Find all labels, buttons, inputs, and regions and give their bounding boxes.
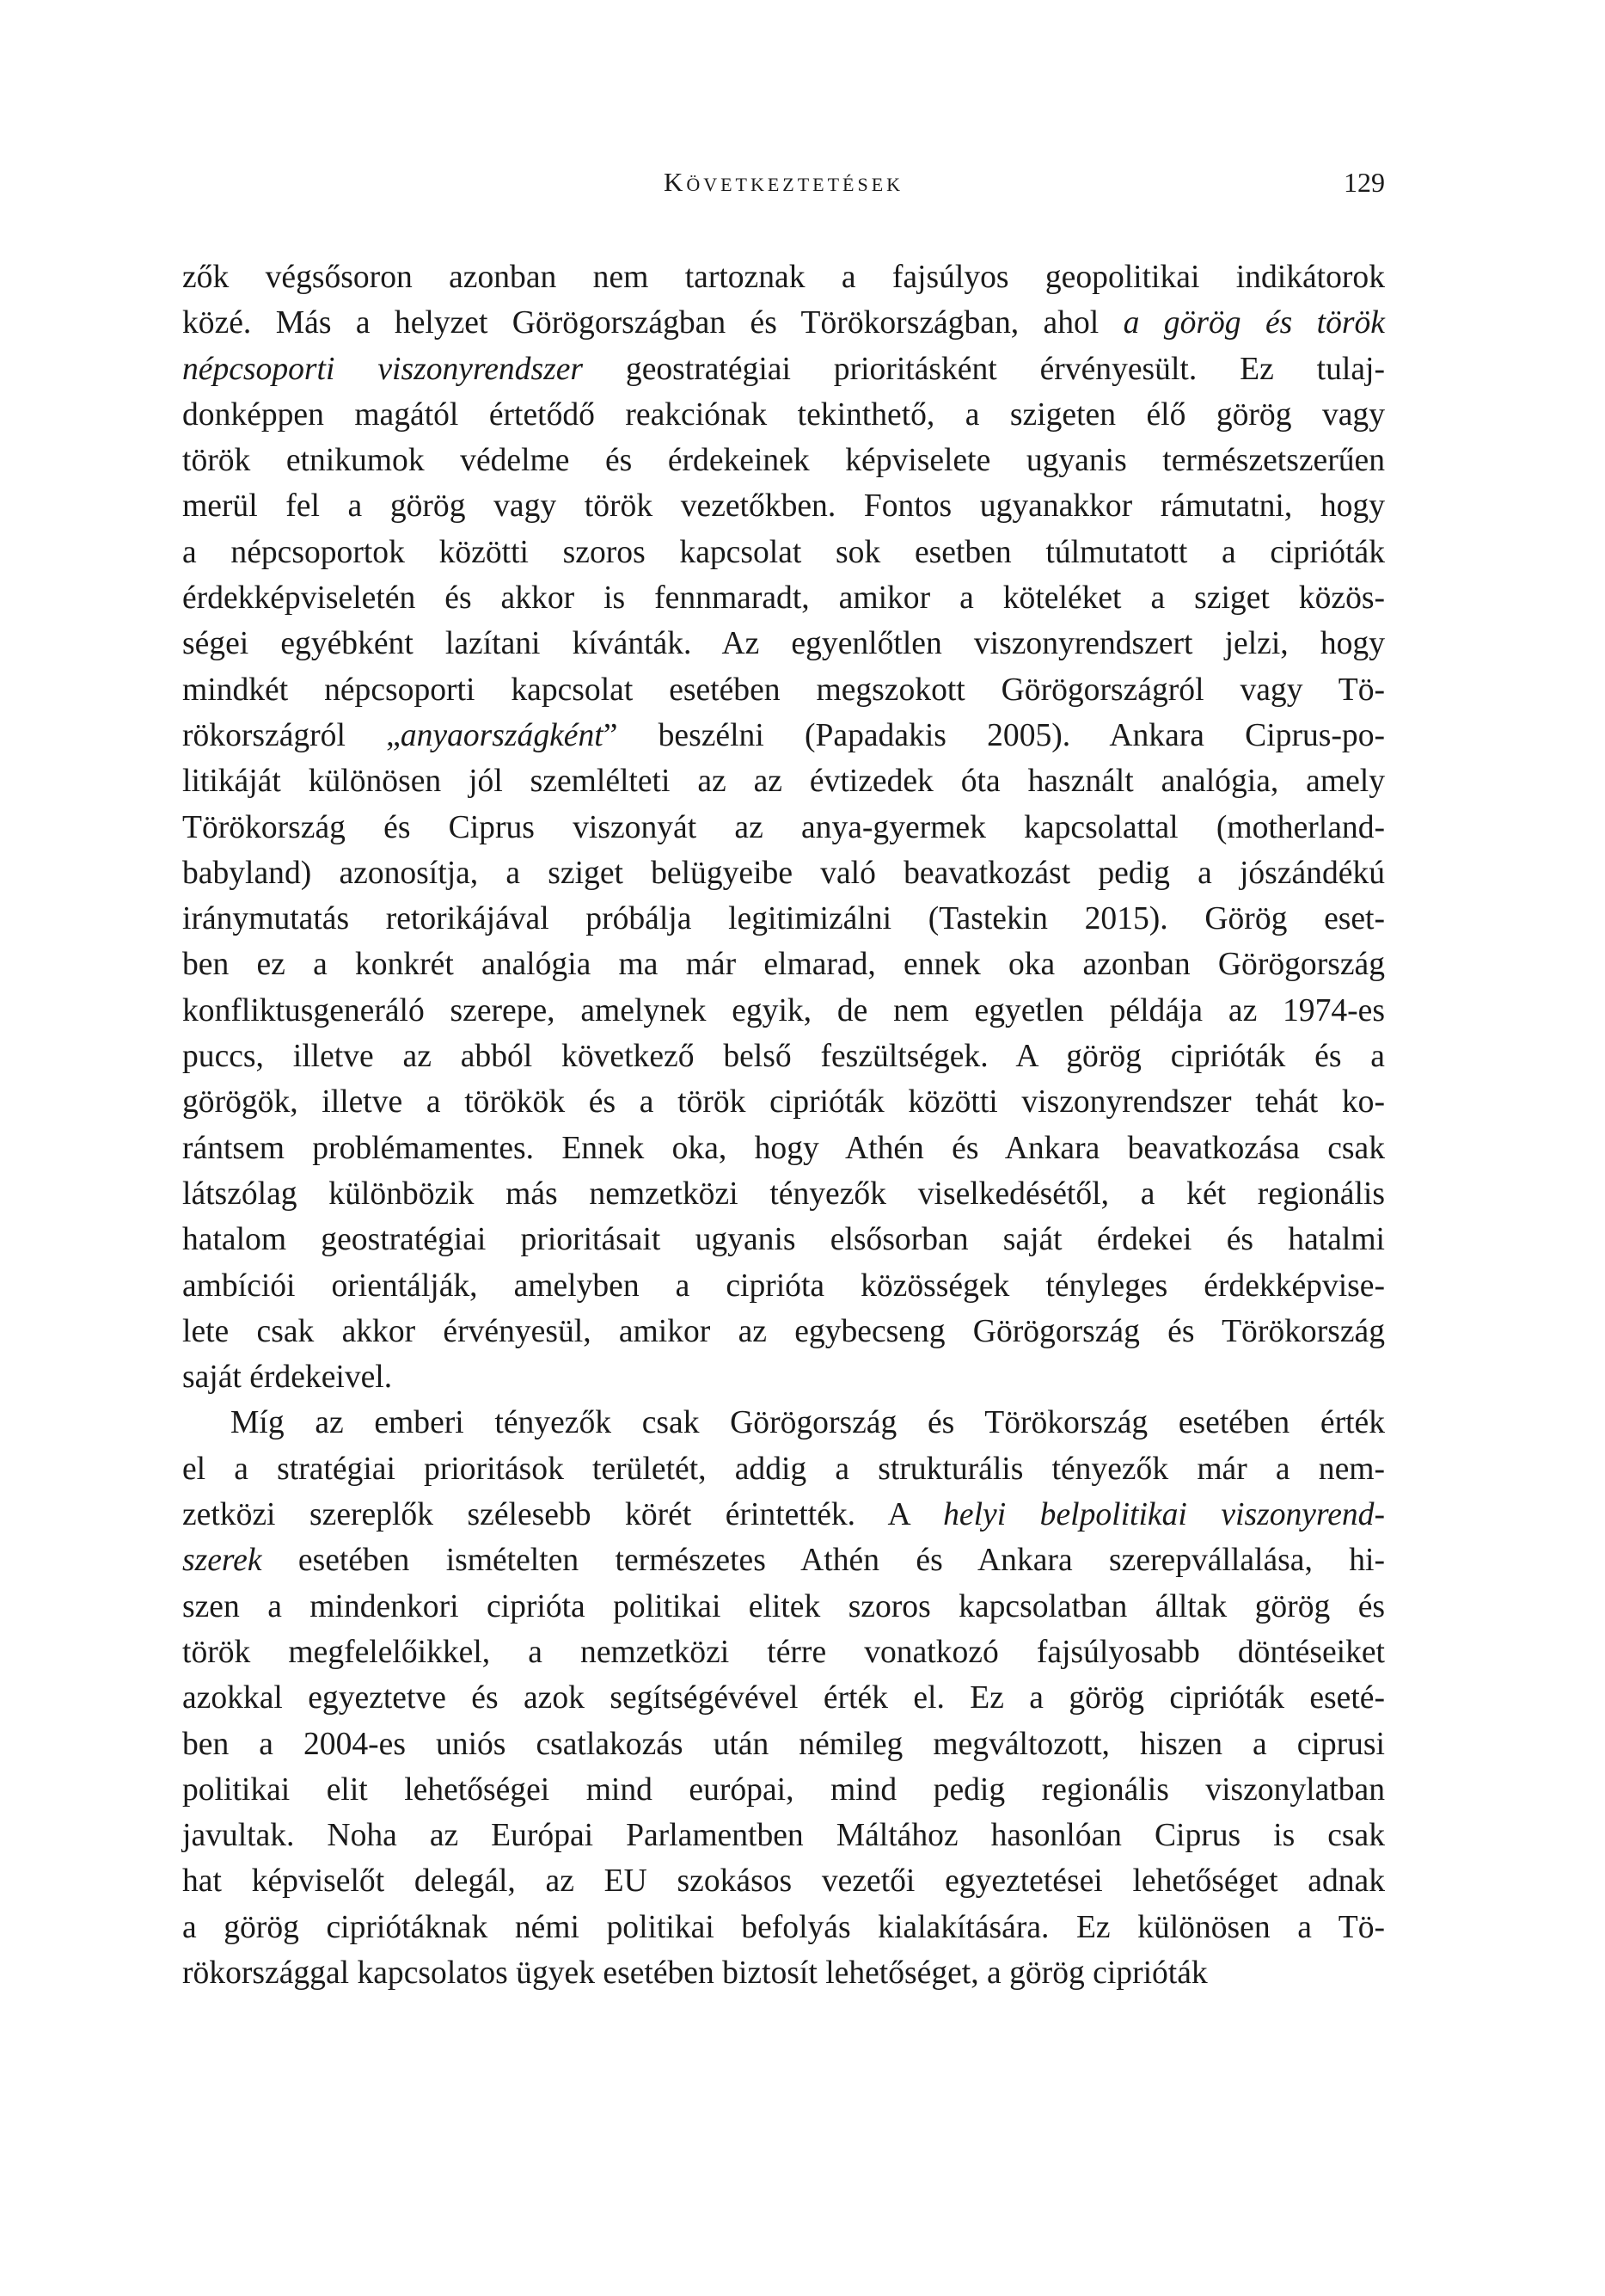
- italic-text: népcsoporti viszonyrendszer: [182, 351, 583, 387]
- text-run: rökországgal kapcsolatos ügyek esetében biztosít lehetőséget, a görög ciprióták: [182, 1955, 1208, 1991]
- italic-text: helyi belpolitikai viszonyrend-: [943, 1497, 1385, 1533]
- text-line: [182, 1813, 1385, 1858]
- text-run: közé. Más a helyzet Görögországban és Törökországban, ahol: [182, 305, 1124, 341]
- text-line: [182, 896, 1385, 942]
- text-run: zők végsősoron azonban nem tartoznak a fajsúlyos geopolitikai indikátorok: [182, 260, 1385, 295]
- text-line: [182, 1584, 1385, 1630]
- text-line: [182, 1171, 1385, 1217]
- text-line: [182, 255, 1385, 300]
- italic-text: szerek: [182, 1543, 262, 1579]
- text-run: lete csak akkor érvényesül, amikor az egybecseng Görögország és Törökország: [182, 1313, 1385, 1349]
- text-line: [182, 1675, 1385, 1721]
- text-line: [182, 1538, 1385, 1583]
- text-line: [182, 1309, 1385, 1354]
- text-line: [182, 850, 1385, 896]
- text-line: [182, 438, 1385, 483]
- text-line: [182, 575, 1385, 621]
- text-run: iránymutatás retorikájával próbálja legitimizálni (Tastekin 2015). Görög eset-: [182, 901, 1385, 937]
- text-run: konfliktusgeneráló szerepe, amelynek egyik, de nem egyetlen példája az 1974-es: [182, 992, 1385, 1028]
- text-run: azokkal egyeztetve és azok segítségévével érték el. Ez a görög ciprióták eseté-: [182, 1680, 1385, 1716]
- text-line: [182, 805, 1385, 850]
- text-run: a népcsoportok közötti szoros kapcsolat sok esetben túlmutatott a ciprióták: [182, 534, 1385, 570]
- text-line: [182, 1446, 1385, 1492]
- text-line: [182, 1034, 1385, 1079]
- text-line: [182, 1722, 1385, 1767]
- italic-text: anyaországként: [400, 717, 603, 753]
- text-run: el a stratégiai prioritások területét, addig a strukturális tényezők már a nem-: [182, 1451, 1385, 1487]
- text-run: hatalom geostratégiai prioritásait ugyanis elsősorban saját érdekei és hatalmi: [182, 1222, 1385, 1258]
- text-run: török megfelelőikkel, a nemzetközi térre vonatkozó fajsúlyosabb döntéseiket: [182, 1634, 1385, 1670]
- text-line: [182, 621, 1385, 666]
- text-run: rántsem problémamentes. Ennek oka, hogy Athén és Ankara beavatkozása csak: [182, 1130, 1385, 1166]
- text-line: [182, 988, 1385, 1034]
- paragraph-2: [182, 1400, 1385, 1996]
- text-line: [182, 530, 1385, 575]
- text-line: [182, 1079, 1385, 1125]
- text-line: [182, 713, 1385, 758]
- text-line: [182, 392, 1385, 438]
- text-run: görögök, illetve a törökök és a török ciprióták közötti viszonyrendszer tehát ko-: [182, 1084, 1385, 1120]
- page-header: [182, 165, 1385, 208]
- text-run: litikáját különösen jól szemlélteti az az évtizedek óta használt analógia, amely: [182, 764, 1385, 800]
- text-run: ben ez a konkrét analógia ma már elmarad, ennek oka azonban Görögország: [182, 947, 1385, 983]
- text-run: geostratégiai prioritásként érvényesült. Ez tulaj-: [583, 351, 1385, 387]
- text-run: mindkét népcsoporti kapcsolat esetében megszokott Görögországról vagy Tö-: [182, 672, 1385, 708]
- text-run: ambíciói orientálják, amelyben a ciprióta közösségek tényleges érdekképvise-: [182, 1268, 1385, 1304]
- running-head: Következtetések: [663, 167, 904, 197]
- text-run: puccs, illetve az abból következő belső feszültségek. A görög ciprióták és a: [182, 1039, 1385, 1075]
- text-run: ” beszélni (Papadakis 2005). Ankara Ciprus-po-: [603, 717, 1386, 753]
- paragraph-1: [182, 255, 1385, 1400]
- text-run: donképpen magától értetődő reakciónak tekinthető, a szigeten élő görög vagy: [182, 396, 1385, 433]
- text-line: [182, 483, 1385, 529]
- text-run: esetében ismételten természetes Athén és Ankara szerepvállalása, hi-: [261, 1543, 1385, 1579]
- text-line: [182, 347, 1385, 392]
- text-line: [182, 300, 1385, 346]
- text-run: látszólag különbözik más nemzetközi tényezők viselkedésétől, a két regionális: [182, 1176, 1385, 1212]
- text-line: [182, 1400, 1385, 1446]
- text-run: babyland) azonosítja, a sziget belügyeibe való beavatkozást pedig a jószándékú: [182, 855, 1385, 891]
- page-number: 129: [1344, 167, 1385, 198]
- text-line: [182, 942, 1385, 987]
- text-run: politikai elit lehetőségei mind európai, mind pedig regionális viszonylatban: [182, 1771, 1385, 1808]
- text-line: [182, 1630, 1385, 1675]
- text-line: [182, 1354, 1385, 1400]
- text-run: ségei egyébként lazítani kívánták. Az egyenlőtlen viszonyrendszert jelzi, hogy: [182, 626, 1385, 662]
- text-run: a görög cipriótáknak némi politikai befolyás kialakítására. Ez különösen a Tö-: [182, 1909, 1385, 1945]
- text-run: török etnikumok védelme és érdekeinek képviselete ugyanis természetszerűen: [182, 443, 1385, 479]
- text-line: [182, 1492, 1385, 1538]
- text-line: [182, 758, 1385, 804]
- text-line: [182, 1905, 1385, 1950]
- body-text: [182, 255, 1385, 1996]
- italic-text: a görög és török: [1123, 305, 1385, 341]
- text-line: [182, 1858, 1385, 1904]
- text-run: Míg az emberi tényezők csak Görögország és Törökország esetében érték: [230, 1405, 1385, 1441]
- text-run: rökországról „: [182, 717, 401, 753]
- text-run: zetközi szereplők szélesebb körét érintették. A: [182, 1497, 944, 1533]
- text-run: érdekképviseletén és akkor is fennmaradt, amikor a köteléket a sziget közös-: [182, 580, 1385, 617]
- text-run: szen a mindenkori ciprióta politikai elitek szoros kapcsolatban álltak görög és: [182, 1588, 1385, 1624]
- text-line: [182, 1126, 1385, 1171]
- text-line: [182, 1950, 1385, 1996]
- text-run: merül fel a görög vagy török vezetőkben. Fontos ugyanakkor rámutatni, hogy: [182, 488, 1385, 525]
- text-line: [182, 1263, 1385, 1309]
- text-run: hat képviselőt delegál, az EU szokásos vezetői egyeztetései lehetőséget adnak: [182, 1863, 1385, 1900]
- text-line: [182, 1767, 1385, 1813]
- text-line: [182, 667, 1385, 713]
- text-run: ben a 2004-es uniós csatlakozás után némileg megváltozott, hiszen a ciprusi: [182, 1726, 1385, 1762]
- text-run: javultak. Noha az Európai Parlamentben Máltához hasonlóan Ciprus is csak: [182, 1818, 1385, 1854]
- text-run: Törökország és Ciprus viszonyát az anya-gyermek kapcsolattal (motherland-: [182, 809, 1385, 845]
- text-line: [182, 1217, 1385, 1262]
- text-run: saját érdekeivel.: [182, 1360, 393, 1396]
